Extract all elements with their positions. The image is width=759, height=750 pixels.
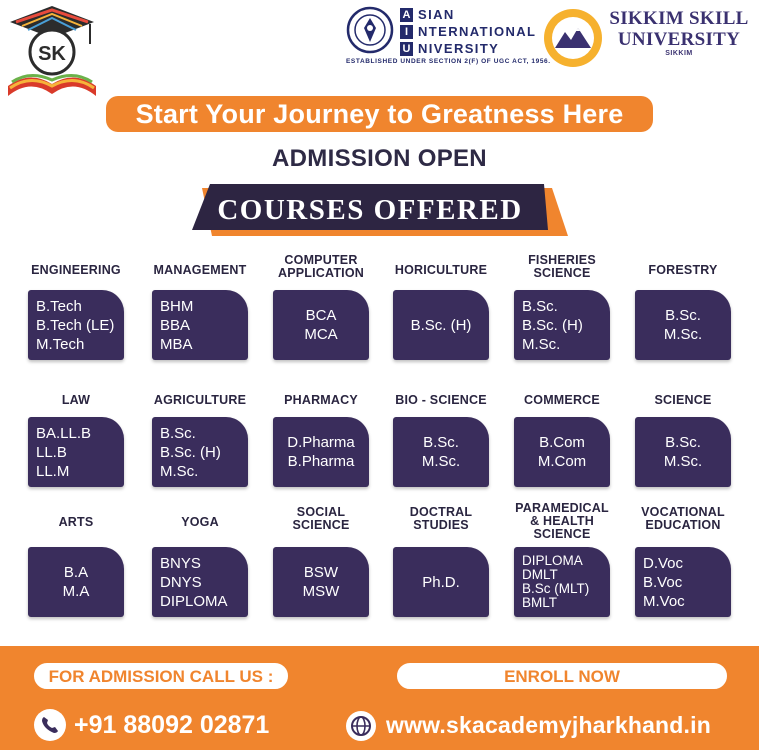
course-item: BHM — [160, 297, 194, 315]
course-item: LL.B — [36, 443, 67, 461]
course-item: B.Com — [539, 434, 585, 451]
aiu-word: NTERNATIONAL — [418, 24, 537, 39]
course-title: ARTS — [58, 515, 94, 529]
course-box — [28, 290, 124, 360]
course-box — [28, 417, 124, 487]
course-box — [635, 547, 731, 617]
course-box — [273, 417, 369, 487]
course-title: COMMERCE — [524, 393, 600, 407]
course-title: AGRICULTURE — [153, 393, 247, 407]
course-title: HORICULTURE — [394, 263, 488, 277]
course-box — [152, 547, 248, 617]
course-item: B.Sc. — [522, 297, 558, 315]
course-item: D.Voc — [643, 554, 684, 572]
courses-offered-title: COURSES OFFERED — [217, 194, 523, 226]
course-title: FORESTRY — [648, 263, 718, 277]
course-box — [514, 417, 610, 487]
course-item: BCA — [305, 307, 337, 324]
course-item: M.Tech — [36, 335, 85, 353]
course-item: B.Voc — [643, 573, 683, 591]
ssu-seal-icon — [543, 8, 603, 68]
course-box — [152, 417, 248, 487]
course-item: B.A — [63, 564, 89, 581]
course-title: SOCIAL SCIENCE — [292, 505, 350, 532]
course-title: MANAGEMENT — [153, 263, 247, 277]
course-item: M.Com — [537, 453, 587, 470]
course-box — [28, 547, 124, 617]
course-item: B.Tech — [36, 297, 82, 315]
course-item: BNYS — [160, 554, 201, 572]
sk-academy-logo — [6, 4, 98, 100]
sk-logo-text: SK — [38, 43, 66, 65]
course-box — [273, 547, 369, 617]
aiu-established-text: ESTABLISHED UNDER SECTION 2(F) OF UGC ACT, 1956. — [346, 58, 551, 65]
course-box — [514, 547, 610, 617]
aiu-name — [400, 6, 536, 57]
course-box — [152, 290, 248, 360]
ssu-name-line2: UNIVERSITY — [617, 29, 741, 50]
ssu-name-line3: SIKKIM — [665, 50, 693, 57]
course-item: DIPLOMA — [522, 553, 583, 568]
phone-number-link[interactable]: +91 88092 02871 — [74, 711, 270, 739]
course-title: ENGINEERING — [31, 263, 121, 277]
course-item: MBA — [160, 335, 193, 353]
globe-icon — [346, 711, 376, 741]
course-item: BA.LL.B — [36, 424, 92, 442]
course-item: Ph.D. — [422, 573, 460, 591]
website-link[interactable]: www.skacademyjharkhand.in — [386, 712, 711, 738]
course-item: M.Voc — [643, 592, 685, 610]
aiu-letter: I — [400, 25, 413, 39]
course-item: B.Sc (MLT) — [522, 581, 590, 596]
course-item: DIPLOMA — [160, 592, 228, 610]
courses-offered-banner — [192, 184, 568, 236]
course-item: M.Sc. — [160, 462, 199, 480]
aiu-letter: U — [400, 42, 413, 56]
course-item: B.Sc. — [665, 307, 701, 324]
ssu-name — [606, 8, 752, 57]
course-box — [393, 547, 489, 617]
course-item: DNYS — [160, 573, 202, 591]
course-item: M.Sc. — [522, 335, 561, 353]
course-item: B.Sc. — [665, 434, 701, 451]
course-item: B.Sc. — [423, 434, 459, 451]
course-item: LL.M — [36, 462, 70, 480]
ssu-name-line1: SIKKIM SKILL — [609, 8, 749, 29]
course-item: B.Pharma — [287, 453, 355, 470]
course-item: DMLT — [522, 567, 558, 582]
aiu-word: SIAN — [418, 7, 455, 22]
course-item: B.Tech (LE) — [36, 316, 115, 334]
course-box — [514, 290, 610, 360]
course-title: PARAMEDICAL & HEALTH SCIENCE — [515, 501, 609, 541]
aiu-letter: A — [400, 8, 413, 22]
course-box — [635, 290, 731, 360]
course-title: SCIENCE — [654, 393, 712, 407]
call-us-label: FOR ADMISSION CALL US : — [32, 661, 290, 691]
enroll-now-button[interactable]: ENROLL NOW — [395, 661, 729, 691]
course-box — [273, 290, 369, 360]
course-title: COMPUTER APPLICATION — [278, 253, 364, 280]
aiu-word: NIVERSITY — [418, 41, 500, 56]
course-title: DOCTRAL STUDIES — [409, 505, 473, 532]
course-title: FISHERIES SCIENCE — [528, 253, 596, 280]
course-title: BIO - SCIENCE — [395, 393, 487, 407]
course-item: M.Sc. — [663, 453, 703, 470]
course-box — [393, 417, 489, 487]
phone-icon — [34, 709, 66, 741]
course-box — [635, 417, 731, 487]
course-item: M.Sc. — [421, 453, 461, 470]
course-title: YOGA — [181, 515, 219, 529]
course-title: PHARMACY — [284, 393, 358, 407]
course-item: B.Sc. (H) — [410, 316, 472, 334]
course-title: LAW — [61, 393, 91, 407]
course-box — [393, 290, 489, 360]
admission-heading: ADMISSION OPEN — [272, 145, 487, 172]
course-item: BBA — [160, 316, 191, 334]
course-item: B.Sc. (H) — [160, 443, 221, 461]
journey-banner: Start Your Journey to Greatness Here — [106, 96, 653, 132]
course-item: B.Sc. (H) — [522, 316, 583, 334]
course-item: BMLT — [522, 595, 558, 610]
course-item: BSW — [303, 564, 339, 581]
course-item: M.Sc. — [663, 326, 703, 343]
aiu-seal-icon — [346, 6, 394, 54]
course-item: M.A — [62, 583, 90, 600]
course-item: D.Pharma — [287, 434, 355, 451]
course-item: B.Sc. — [160, 424, 196, 442]
course-item: MCA — [304, 326, 338, 343]
course-title: VOCATIONAL EDUCATION — [641, 505, 725, 532]
course-item: MSW — [302, 583, 340, 600]
